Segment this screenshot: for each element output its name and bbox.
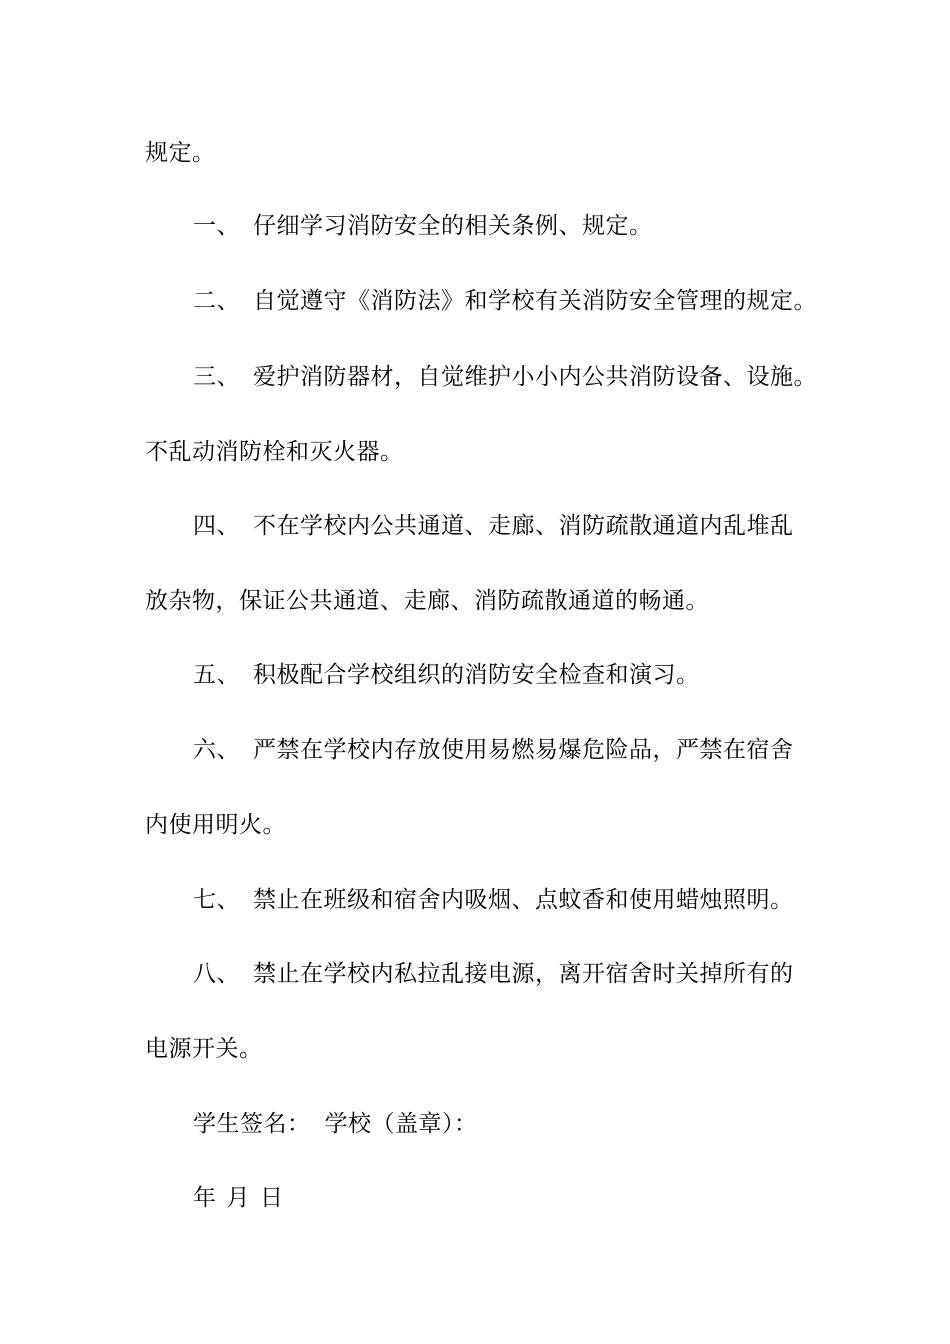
student-signature-label: 学生签名： <box>193 1111 311 1137</box>
paragraph-text: 规定。 <box>145 140 216 166</box>
rule-item-2 <box>193 286 817 316</box>
rule-number: 八、 <box>193 961 240 987</box>
date-line <box>193 1183 284 1213</box>
rule-text: 放杂物，保证公共通道、走廊、消防疏散通道的畅通。 <box>145 588 709 614</box>
rule-text: 仔细学习消防安全的相关条例、规定。 <box>253 213 653 239</box>
rule-text: 不在学校内公共通道、走廊、消防疏散通道内乱堆乱 <box>253 513 794 539</box>
rule-text: 爱护消防器材，自觉维护小小内公共消防设备、设施。 <box>253 364 817 390</box>
rule-number: 七、 <box>193 887 240 913</box>
rule-number: 二、 <box>193 288 240 314</box>
rule-item-8 <box>193 959 794 989</box>
signature-line <box>193 1109 478 1139</box>
school-seal-label: 学校（盖章）： <box>324 1111 478 1137</box>
date-day: 日 <box>260 1185 284 1211</box>
rule-text: 电源开关。 <box>145 1036 263 1062</box>
rule-text: 禁止在班级和宿舍内吸烟、点蚊香和使用蜡烛照明。 <box>253 887 794 913</box>
date-year: 年 <box>193 1185 217 1211</box>
paragraph-line <box>145 138 216 168</box>
rule-number: 六、 <box>193 737 240 763</box>
rule-item-6 <box>193 735 794 765</box>
rule-item-4-continuation <box>145 586 709 616</box>
rule-item-8-continuation <box>145 1034 263 1064</box>
rule-text: 积极配合学校组织的消防安全检查和演习。 <box>253 662 700 688</box>
rule-item-3-continuation <box>145 437 404 467</box>
rule-item-1 <box>193 211 653 241</box>
rule-text: 禁止在学校内私拉乱接电源，离开宿舍时关掉所有的 <box>253 961 794 987</box>
rule-item-3 <box>193 362 817 392</box>
rule-item-4 <box>193 511 794 541</box>
date-month: 月 <box>226 1185 250 1211</box>
rule-item-6-continuation <box>145 810 286 840</box>
rule-item-7 <box>193 885 794 915</box>
rule-number: 四、 <box>193 513 240 539</box>
rule-text: 自觉遵守《消防法》和学校有关消防安全管理的规定。 <box>253 288 817 314</box>
rule-item-5 <box>193 660 700 690</box>
rule-number: 三、 <box>193 364 240 390</box>
rule-number: 五、 <box>193 662 240 688</box>
rule-text: 内使用明火。 <box>145 812 286 838</box>
rule-text: 严禁在学校内存放使用易燃易爆危险品，严禁在宿舍 <box>253 737 794 763</box>
rule-number: 一、 <box>193 213 240 239</box>
rule-text: 不乱动消防栓和灭火器。 <box>145 439 404 465</box>
